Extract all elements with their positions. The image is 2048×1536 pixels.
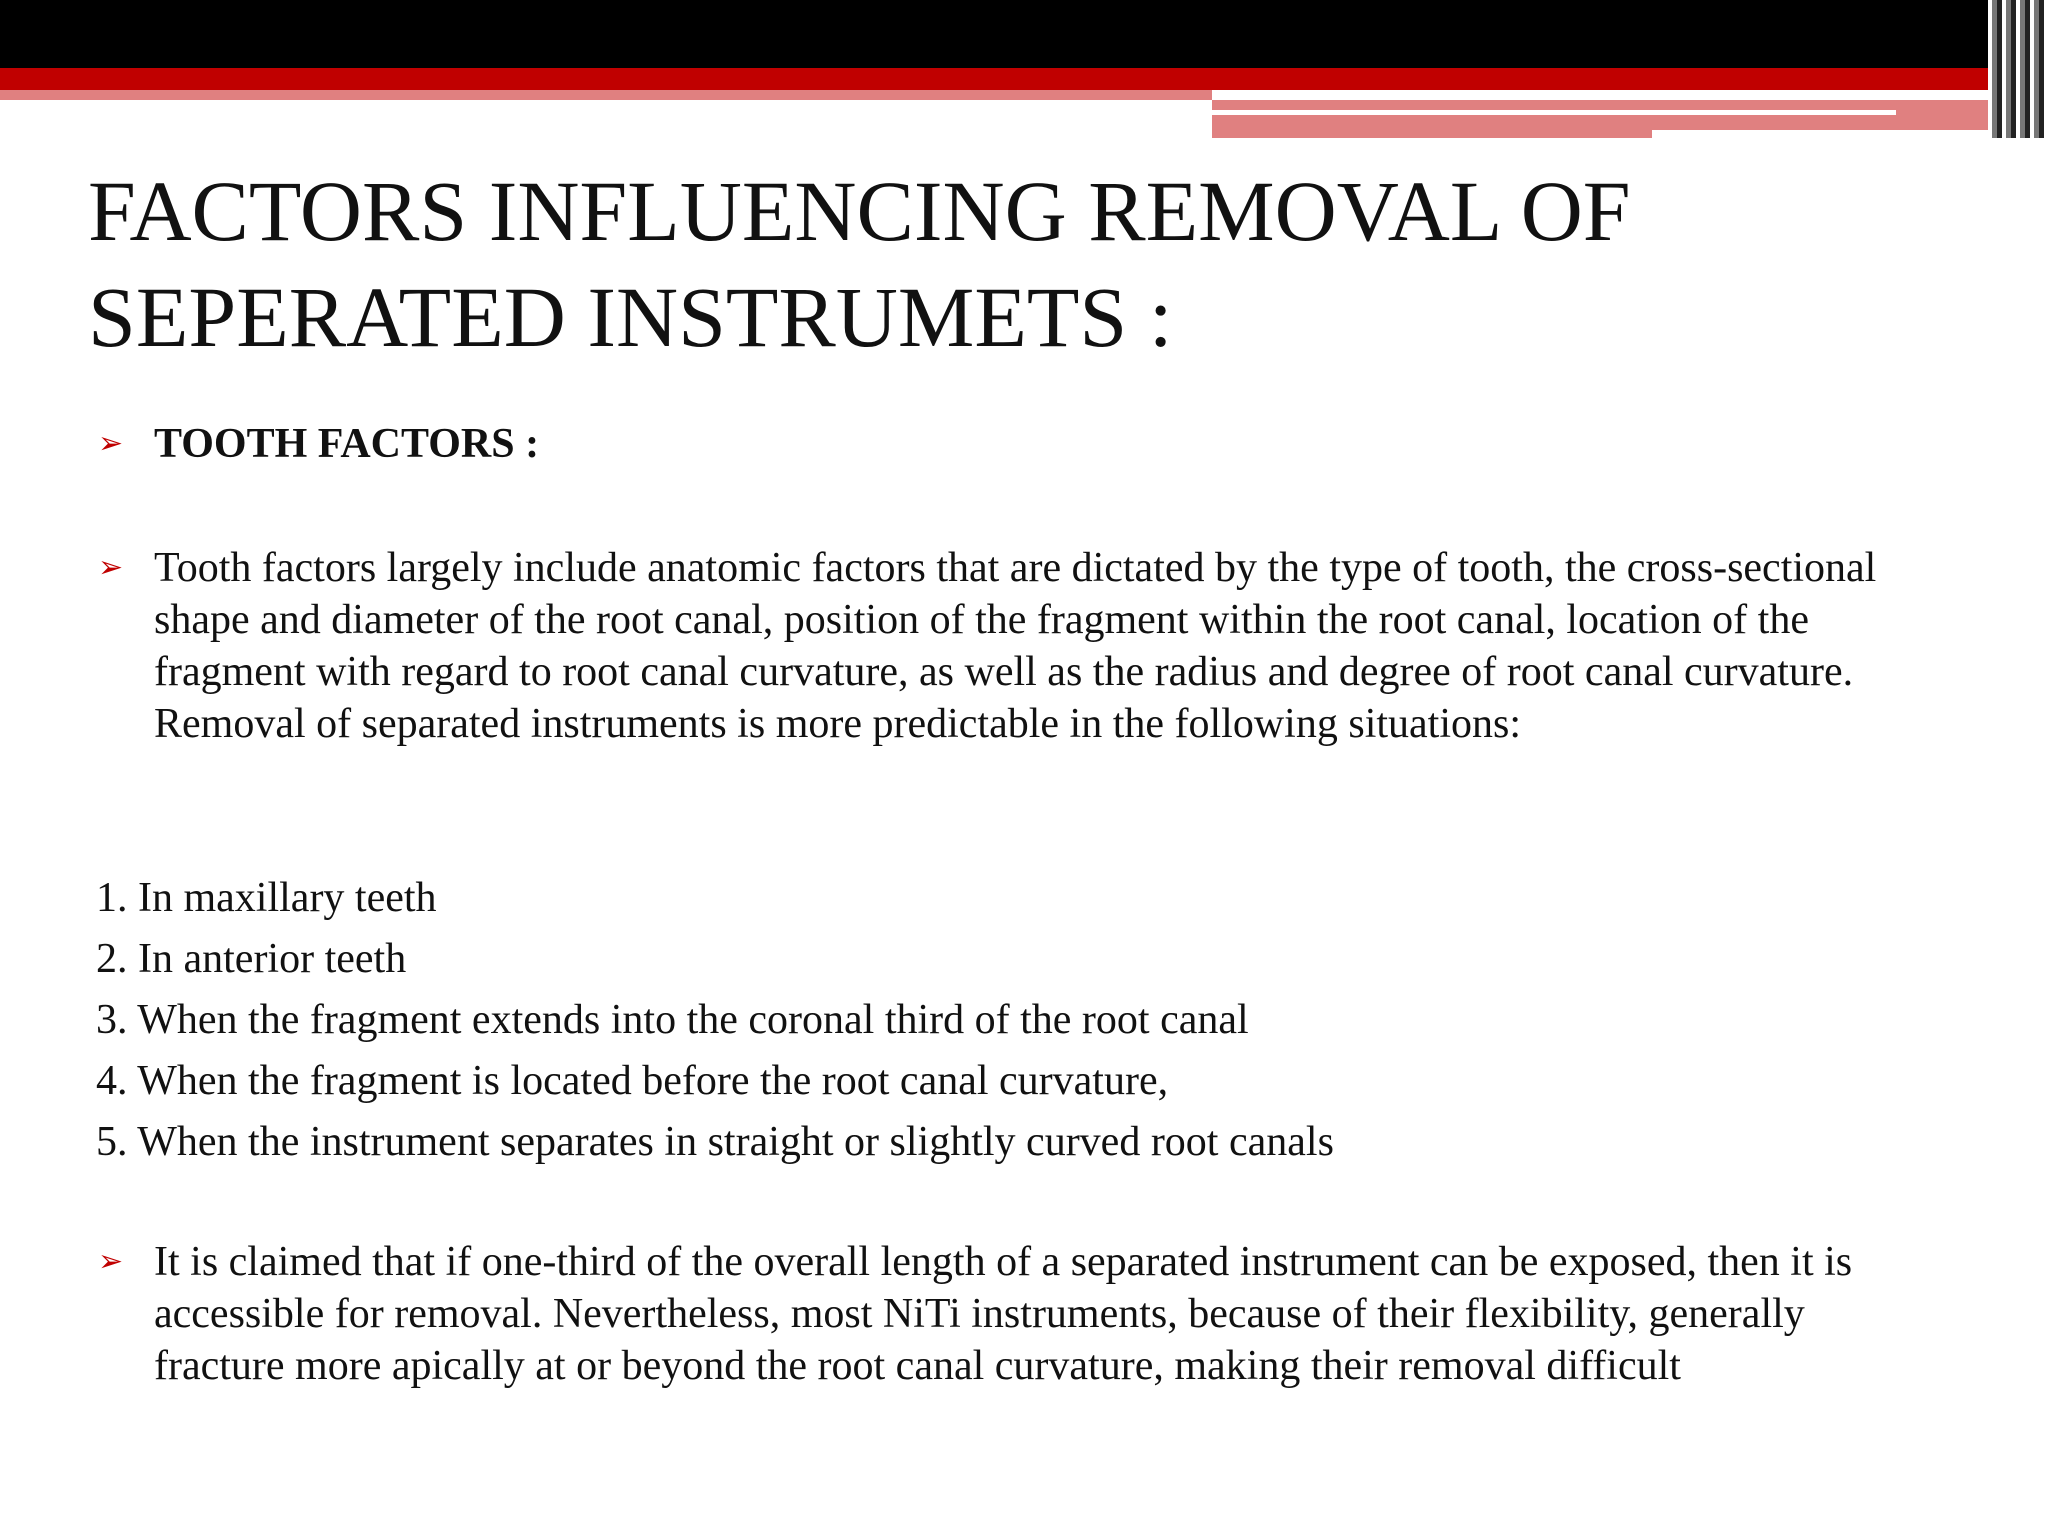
list-item: 3. When the fragment extends into the coronal third of the root canal	[96, 997, 1249, 1043]
list-item: 2. In anterior teeth	[96, 936, 407, 982]
bullet-tooth-factors-description	[98, 542, 1938, 750]
header-bar-pink-left	[0, 90, 1212, 100]
numbered-situations-list	[96, 868, 1936, 1173]
header-stripes-decoration	[1988, 0, 2048, 138]
header-bar-pink-thin	[1212, 130, 1652, 138]
list-item: 1. In maxillary teeth	[96, 875, 437, 921]
arrow-bullet-icon: ➢	[98, 426, 124, 461]
list-item: 4. When the fragment is located before the root canal curvature,	[96, 1058, 1169, 1104]
bullet-tooth-factors-heading	[98, 418, 1938, 470]
bullet-accessibility-note	[98, 1236, 1938, 1392]
slide-title: FACTORS INFLUENCING REMOVAL OF SEPERATED INSTRUMETS :	[88, 163, 1631, 365]
arrow-bullet-icon: ➢	[98, 550, 124, 585]
arrow-bullet-icon: ➢	[98, 1244, 124, 1279]
header-bar-white-line	[1212, 110, 1896, 115]
list-item: 5. When the instrument separates in straight or slightly curved root canals	[96, 1119, 1334, 1165]
header-bar-pink-right	[1212, 100, 2048, 130]
bullet-text: Tooth factors largely include anatomic factors that are dictated by the type of tooth, the cross-sectional shape and diameter of the root canal, position of the fragment within the root canal, location of the fragment with regard to root canal curvature, as well as the radius and degree of root canal curvature. Removal of separated instruments is more predictable in the following situations:	[154, 545, 1877, 747]
bullet-text: It is claimed that if one-third of the overall length of a separated instrument can be exposed, then it is accessible for removal. Nevertheless, most NiTi instruments, because of their flexibility, generally fracture more apically at or beyond the root canal curvature, making their removal difficult	[154, 1239, 1853, 1389]
bullet-text: TOOTH FACTORS :	[154, 421, 540, 467]
header-bar-red	[0, 68, 2048, 90]
header-bar-black	[0, 0, 2048, 68]
